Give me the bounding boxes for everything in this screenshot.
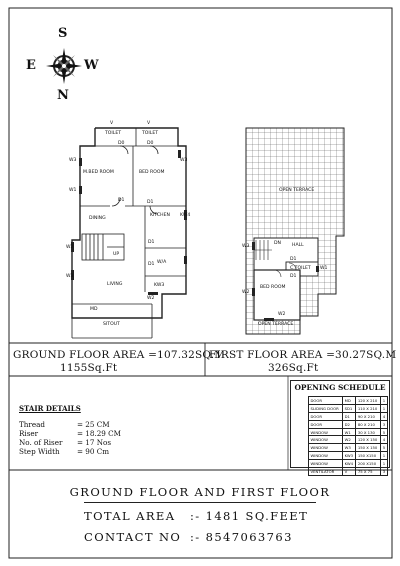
gf-label-d0a: D0 [118,141,125,146]
ff-label-hall: HALL [292,243,304,248]
ff-label-w1a: W1 [320,266,328,271]
ground-floor-area: GROUND FLOOR AREA =107.32SQ.M [13,349,226,361]
schedule-cell: 200 X150 [356,460,381,468]
gf-label-v2: V [147,121,151,126]
schedule-cell: 90 X 210 [356,412,381,420]
schedule-row [309,412,388,420]
gf-label-toilet-2: TOILET [142,131,159,136]
schedule-cell: W2 [343,436,356,444]
first-floor-area: FIRST FLOOR AREA =30.27SQ.M [209,349,397,361]
schedule-row [309,436,388,444]
schedule-row [309,468,388,476]
total-area-label: TOTAL AREA [84,509,176,523]
schedule-cell: 1 [381,460,388,468]
opening-schedule [290,380,390,474]
compass-south: S [58,26,68,41]
schedule-cell: SLIDING DOOR [309,404,343,412]
schedule-cell: WINDOW [309,428,343,436]
schedule-cell: WINDOW [309,452,343,460]
stair-details-title: STAIR DETAILS [19,404,81,413]
gf-label-living: LIVING [107,282,123,287]
schedule-cell: 1 [381,452,388,460]
schedule-cell: 5 [381,444,388,452]
gf-label-kw4: KW4 [180,213,191,218]
schedule-cell: SD1 [343,404,356,412]
schedule-cell: WINDOW [309,436,343,444]
schedule-cell: WINDOW [309,444,343,452]
total-area-value: :- 1481 SQ.FEET [190,509,309,523]
schedule-cell: 3 [381,420,388,428]
gf-label-dining: DINING [89,216,106,221]
gf-label-toilet-1: TOILET [105,131,122,136]
gf-label-v1: V [110,121,114,126]
schedule-cell: W1 [343,428,356,436]
gf-label-w3c: W3 [66,274,74,279]
schedule-cell: 1 [381,404,388,412]
gf-label-w1a: W1 [69,188,77,193]
gf-label-sitout: SITOUT [103,322,120,327]
schedule-cell: 3 [381,468,388,476]
schedule-row [309,404,388,412]
ff-label-open-terrace-bottom: OPEN TERRACE [258,322,294,327]
schedule-cell: DOOR [309,412,343,420]
footer-divider [84,502,316,503]
schedule-cell: DOOR [309,420,343,428]
schedule-cell: 4 [381,412,388,420]
schedule-row [309,428,388,436]
gf-label-w2b: W2 [147,296,155,301]
schedule-cell: 150 X150 [356,452,381,460]
schedule-cell: 120 X 210 [356,397,381,405]
compass-north: N [57,88,69,103]
contact-value: :- 8547063763 [190,530,293,544]
gf-label-kitchen: KITCHEN [150,213,170,218]
schedule-row [309,452,388,460]
gf-label-m-bed-room: M.BED ROOM [83,170,114,175]
schedule-cell: 120 X 150 [356,436,381,444]
footer-heading: GROUND FLOOR AND FIRST FLOOR [69,485,331,499]
schedule-cell: 80 X 210 [356,420,381,428]
schedule-cell: V [343,468,356,476]
gf-label-d1a: D1 [118,198,125,203]
gf-label-w3a: W3 [69,158,77,163]
ground-floor-area-sqft: 1155Sq.Ft [60,362,118,374]
ff-label-w2a: W2 [242,290,250,295]
stair-row: Step Width = 90 Cm [19,447,110,456]
stair-details-list [19,420,121,456]
schedule-cell: KW4 [343,460,356,468]
first-floor-area-sqft: 326Sq.Ft [268,362,319,374]
schedule-cell: 75 X 75 [356,468,381,476]
ff-label-w3a: W3 [242,244,250,249]
ff-label-bed-room: BED ROOM [260,285,286,290]
gf-label-kw3: KW3 [154,283,165,288]
ff-label-open-terrace-top: OPEN TERRACE [279,188,315,193]
schedule-cell: DOOR [309,397,343,405]
schedule-row [309,444,388,452]
compass-east: E [26,58,36,73]
gf-label-d1d: D1 [148,262,155,267]
schedule-cell: 150 X 150 [356,444,381,452]
ff-label-d1a: D1 [290,257,297,262]
schedule-cell: W3 [343,444,356,452]
stair-row: Riser = 18.29 CM [19,429,122,438]
gf-label-wa: W/A [157,260,167,265]
schedule-cell: D1 [343,412,356,420]
schedule-cell: VENTILATOR [309,468,343,476]
gf-label-md: MD [90,307,98,312]
schedule-cell: 30 X 130 [356,428,381,436]
schedule-row [309,397,388,405]
gf-label-w2a: W2 [66,245,74,250]
schedule-row [309,460,388,468]
stair-row: Thread = 25 CM [19,420,110,429]
gf-label-up: UP [113,252,120,257]
schedule-row [309,420,388,428]
schedule-cell: 5 [381,428,388,436]
compass-west: W [84,58,99,73]
ff-label-dn: DN [274,241,281,246]
schedule-cell: 1 [381,397,388,405]
gf-label-d1b: D1 [147,200,154,205]
schedule-cell: MD [343,397,356,405]
gf-label-d1c: D1 [148,240,155,245]
ff-label-d1b: D1 [290,274,297,279]
schedule-cell: WINDOW [309,460,343,468]
schedule-cell: KW3 [343,452,356,460]
stair-row: No. of Riser = 17 Nos [19,438,112,447]
schedule-cell: D2 [343,420,356,428]
gf-label-w3b: W3 [180,158,188,163]
opening-schedule-table [308,396,388,476]
gf-label-bed-room: BED ROOM [139,170,165,175]
contact-label: CONTACT NO [84,530,182,544]
schedule-cell: 4 [381,436,388,444]
opening-schedule-title: OPENING SCHEDULE [294,383,386,392]
ff-label-c-toilet: C.TOILET [290,266,311,271]
schedule-cell: 110 X 210 [356,404,381,412]
ff-label-w2b: W2 [278,312,286,317]
gf-label-d0b: D0 [147,141,154,146]
